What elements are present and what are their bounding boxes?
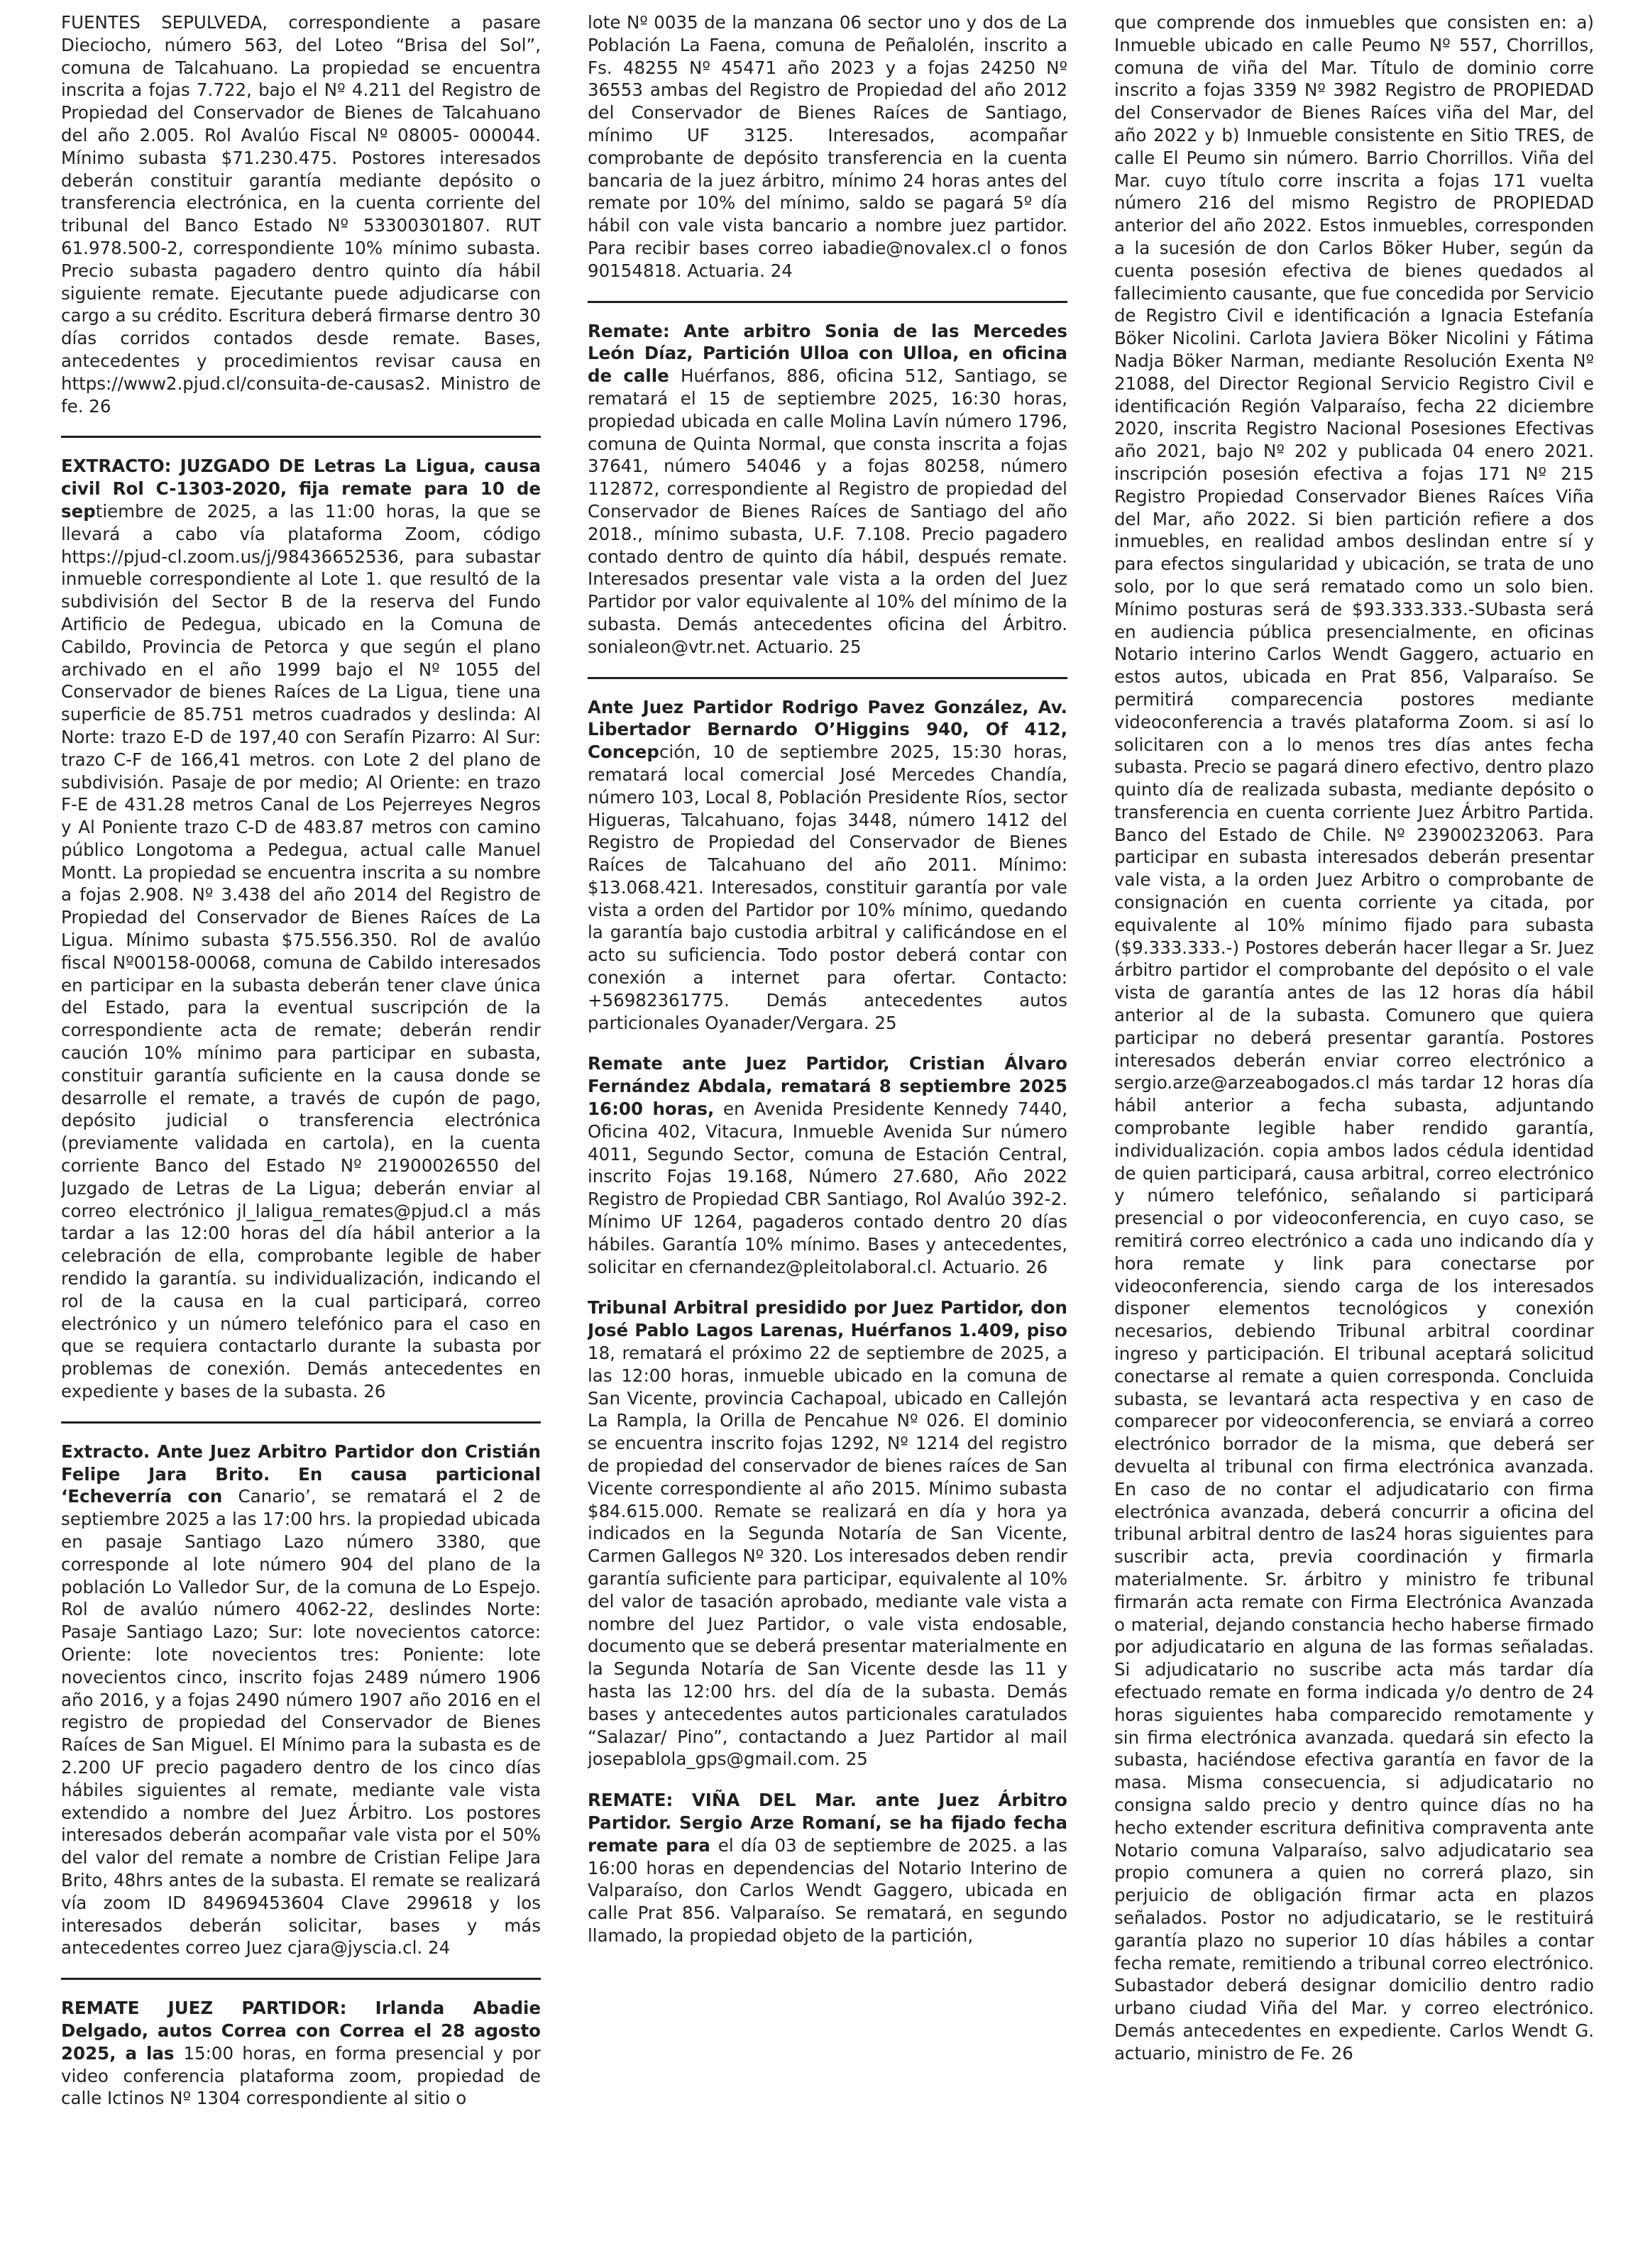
notice-heading: Ante Juez Partidor Rodrigo Pavez González, Av. Libertador Bernardo O’Higgins 940, Of 412, Concep — [588, 696, 1067, 763]
column-2 — [588, 11, 1067, 2259]
notice-arze-romani-continued — [1114, 11, 1594, 2065]
notice-fuentes-sepulveda — [61, 11, 541, 417]
column-1 — [61, 11, 541, 2259]
notice-heading: EXTRACTO: JUZGADO DE Letras La Ligua, causa civil Rol C-1303-2020, fija remate para 10 de sep — [61, 456, 541, 522]
notice-spacing — [588, 1278, 1067, 1297]
notice-leon-diaz — [588, 320, 1067, 659]
notice-divider — [61, 1978, 541, 1980]
notice-heading: REMATE: VIÑA DEL Mar. ante Juez Árbitro Partidor. Sergio Arze Romaní, se ha fijado fecha remate para — [588, 1790, 1067, 1856]
notice-spacing — [588, 1034, 1067, 1052]
notice-divider — [61, 436, 541, 438]
notice-divider — [61, 1421, 541, 1424]
notice-body: ción, 10 de septiembre 2025, 15:30 horas, rematará local comercial José Mercedes Chandía, número 103, Local 8, Población Presidente Ríos, sector Higueras, Talcahuano, fojas 3448, número 1412 del Registro de Propiedad del Conservador de Bienes Raíces de Talcahuano del año 2011. Mínimo: $13.068.421. Interesados, constituir garantía por vale vista a orden del Partidor por 10% mínimo, quedando la garantía bajo custodia arbitral y calificándose en el acto su suficiencia. Todo postor deberá contar con conexión a internet para ofertar. Contacto: +56982361775. Demás antecedentes autos particionales Oyanader/Vergara. 25 — [588, 742, 1067, 1033]
notice-heading: Tribunal Arbitral presidido por Juez Partidor, don José Pablo Lagos Larenas, Huérfanos 1.409, piso — [588, 1297, 1067, 1341]
notice-body: el día 03 de septiembre de 2025. a las 16:00 horas en dependencias del Notario Interino de Valparaíso, don Carlos Wendt Gaggero, ubicada en calle Prat 856. Valparaíso. Se rematará, en segundo llamado, la propiedad objeto de la partición, — [588, 1834, 1067, 1946]
notice-spacing — [588, 1771, 1067, 1789]
notice-body: 15:00 horas, en forma presencial y por video conferencia plataforma zoom, propiedad de calle Ictinos Nº 1304 correspondiente al sitio o — [61, 2042, 541, 2109]
notice-pavez-gonzalez — [588, 696, 1067, 1035]
notice-body: Canario’, se rematará el 2 de septiembre 2025 a las 17:00 hrs. la propiedad ubicada en pasaje Santiago Lazo número 3380, que corresponde al lote número 904 del plano de la población Lo Valledor Sur, de la comuna de Lo Espejo. Rol de avalúo número 4062-22, deslindes Norte: Pasaje Santiago Lazo; Sur: lote novecientos catorce: Oriente: lote novecientos tres: Poniente: lote novecientos cinco, inscrito fojas 2489 número 1906 año 2016, y a fojas 2490 número 1907 año 2016 en el registro de propiedad del Conservador de Bienes Raíces de San Miguel. El Mínimo para la subasta es de 2.200 UF precio pagadero dentro de los cinco días hábiles siguientes al remate, mediante vale vista extendido a nombre del Juez Árbitro. Los postores interesados deberán acompañar vale vista por el 50% del valor del remate a nombre de Cristian Felipe Jara Brito, 48hrs antes de la subasta. El remate se realizará vía zoom ID 84969453604 Clave 299618 y los interesados deberán solicitar, bases y más antecedentes correo Juez cjara@jyscia.cl. 24 — [61, 1486, 541, 1959]
notice-juzgado-la-ligua — [61, 455, 541, 1402]
notice-abadie-delgado — [61, 1997, 541, 2110]
notice-lagos-larenas — [588, 1297, 1067, 1771]
notice-body: tiembre de 2025, a las 11:00 horas, la que se llevará a cabo vía plataforma Zoom, código https://pjud-cl.zoom.us/j/98436652536, para subastar inmueble correspondiente al Lote 1. que resultó de la subdivisión del Sector B de la reserva del Fundo Artificio de Pedegua, ubicado en la Comuna de Cabildo, Provincia de Petorca y que según el plano archivado en el año 1999 bajo el Nº 1055 del Conservador de bienes Raíces de La Ligua, tiene una superficie de 85.751 metros cuadrados y deslinda: Al Norte: trazo E-D de 197,40 con Serafín Pizarro: Al Sur: trazo C-F de 166,41 metros. con Lote 2 del plano de subdivisión. Pasaje de por medio; Al Oriente: en trazo F-E de 431.28 metros Canal de Los Pejerreyes Negros y Al Poniente trazo C-D de 483.87 metros con camino público Longotoma a Pedegua, actual calle Manuel Montt. La propiedad se encuentra inscrita a su nombre a fojas 2.908. Nº 3.438 del año 2014 del Registro de Propiedad del Conservador de Bienes Raíces de La Ligua. Mínimo subasta $75.556.350. Rol de avalúo fiscal Nº00158-00068, comuna de Cabildo interesados en participar en la subasta deberán tener clave única del Estado, para la eventual suscripción de la correspondiente acta de remate; deberán rendir caución 10% mínimo para participar en subasta, constituir garantía suficiente en la causa donde se desarrolle el remate, a través de cupón de pago, depósito judicial o transferencia electrónica (previamente validada en cartola), en la cuenta corriente Banco del Estado Nº 21900026550 del Juzgado de Letras de La Ligua; deberán enviar al correo electrónico jl_laligua_remates@pjud.cl a más tardar a las 12:00 horas del día hábil anterior a la celebración de ella, comprobante legible de haber rendido la garantía. su individualización, indicando el rol de la causa en la cual participará, correo electrónico y un número telefónico para el caso en que se requiera contactarlo durante la subasta por problemas de conexión. Demás antecedentes en expediente y bases de la subasta. 26 — [61, 500, 541, 1402]
notice-body: FUENTES SEPULVEDA, correspondiente a pasare Dieciocho, número 563, del Loteo “Brisa del Sol”, comuna de Talcahuano. La propiedad se encuentra inscrita a fojas 7.722, bajo el Nº 4.211 del Registro de Propiedad del Conservador de Bienes de Talcahuano del año 2.005. Rol Avalúo Fiscal Nº 08005- 000044. Mínimo subasta $71.230.475. Postores interesados deberán constituir garantía mediante depósito o transferencia electrónica, en la cuenta corriente del tribunal del Banco Estado Nº 53300301807. RUT 61.978.500-2, correspondiente 10% mínimo subasta. Precio subasta pagadero dentro quinto día hábil siguiente remate. Ejecutante puede adjudicarse con cargo a su crédito. Escritura deberá firmarse dentro 30 días corridos contados desde remate. Bases, antecedentes y procedimientos revisar causa en https://www2.pjud.cl/consuita-de-causas2. Ministro de fe. 26 — [61, 12, 541, 417]
notice-body: que comprende dos inmuebles que consisten en: a) Inmueble ubicado en calle Peumo Nº 557, Chorrillos, comuna de viña del Mar. Título de dominio corre inscrito a fojas 3359 Nº 3982 Registro de PROPIEDAD del Conservador de Bienes Raíces viña del Mar, del año 2022 y b) Inmueble consistente en Sitio TRES, de calle El Peumo sin número. Barrio Chorrillos. Viña del Mar. cuyo título corre inscrita a fojas 171 vuelta número 216 del mismo Registro de PROPIEDAD anterior del año 2022. Estos inmuebles, corresponden a la sucesión de don Carlos Böker Huber, según da cuenta posesión efectiva de bienes quedados al fallecimiento causante, que fue concedida por Servicio de Registro Civil e identificación a Ignacia Estefanía Böker Nicolini. Carlota Javiera Böker Nicolini y Fátima Nadja Böker Narman, mediante Resolución Exenta Nº 21088, del Director Regional Servicio Registro Civil e identificación Región Valparaíso, fecha 22 diciembre 2020, inscrita Registro Nacional Posesiones Efectivas año 2021, bajo Nº 202 y publicada 04 enero 2021. inscripción posesión efectiva a fojas 171 Nº 215 Registro Propiedad Conservador Bienes Raíces Viña del Mar, año 2022. Si bien partición refiere a dos inmuebles, en realidad ambos deslindan entre sí y para efectos singularidad y ubicación, se trata de uno solo, por lo que será rematado como un solo bien. Mínimo posturas será de $93.333.333.-SUbasta será en audiencia pública presencialmente, en oficinas Notario interino Carlos Wendt Gaggero, actuario en estos autos, ubicada en Prat 856, Valparaíso. Se permitirá comparecencia postores mediante videoconferencia a través plataforma Zoom. si así lo solicitaren con a lo menos tres días antes fecha subasta. Precio se pagará dinero efectivo, dentro plazo quinto día de realizada subasta, mediante depósito o transferencia en cuenta corriente Juez Árbitro Partida. Banco del Estado de Chile. Nº 23900232063. Para participar en subasta interesados deberán presentar vale vista, a la orden Juez Arbitro o comprobante de consignación en cuenta corriente ya citada, por equivalente al 10% mínimo fijado para subasta ($9.333.333.-) Postores deberán hacer llegar a Sr. Juez árbitro partidor el comprobante del depósito o el vale vista de garantía antes de las 12 horas día hábil anterior al de la subasta. Comunero que quiera participar no deberá presentar garantía. Postores interesados deberán enviar correo electrónico a sergio.arze@arzeabogados.cl más tardar 12 horas día hábil anterior a fecha subasta, adjuntando comprobante legible haber rendido garantía, individualización. copia ambos lados cédula identidad de quien participará, causa arbitral, correo electrónico y número telefónico, señalando si participará presencial o por videoconferencia, en cuyo caso, se remitirá correo electrónico a cada uno indicando día y hora remate y link para conectarse por videoconferencia, siendo carga de los interesados disponer elementos tecnológicos y conexión necesarios, debiendo Tribunal arbitral coordinar ingreso y participación. El tribunal aceptará solicitud conectarse al remate a quien corresponda. Concluida subasta, se levantará acta respectiva y en caso de comparecer por videoconferencia, se enviará a correo electrónico borrador de la misma, que deberá ser devuelta al tribunal con firma electrónica avanzada. En caso de no contar el adjudicatario con firma electrónica avanzada, deberá concurrir a oficina del tribunal arbitral dentro de Ias24 horas siguientes para suscribir acta, previa coordinación y firmarla materialmente. Sr. árbitro y ministro fe tribunal firmarán acta remate con Firma Electrónica Avanzada o material, dejando constancia hecho haberse firmado por adjudicatario en alguna de las formas señaladas. Si adjudicatario no suscribe acta más tardar día efectuado remate en forma indicada y/o dentro de 24 horas siguientes haba comparecido remotamente y sin firma electrónica avanzada. quedará sin efecto la subasta, haciéndose efectiva garantía en favor de la masa. Misma consecuencia, si adjudicatario no consigna saldo precio y dentro quince días no ha hecho extender escritura definitiva compraventa ante Notario comuna Valparaíso, salvo adjudicatario sea propio comunera a quien no correrá plazo, sin perjuicio de obligación firmar acta en plazos señalados. Postor no adjudicatario, se le restituirá garantía plazo no superior 10 días hábiles a contar fecha remate, remitiendo a tribunal correo electrónico. Subastador deberá designar domicilio dentro radio urbano ciudad Viña del Mar. y correo electrónico. Demás antecedentes en expediente. Carlos Wendt G. actuario, ministro de Fe. 26 — [1114, 12, 1594, 2064]
notice-jara-brito — [61, 1441, 541, 1959]
classified-legal-notices-page — [61, 11, 1594, 2259]
notice-divider — [588, 301, 1067, 303]
notice-body: en Avenida Presidente Kennedy 7440, Oficina 402, Vitacura, Inmueble Avenida Sur número 4011, Segundo Sector, comuna de Estación Central, inscrito Fojas 19.168, Número 27.680, Año 2022 Registro de Propiedad CBR Santiago, Rol Avalúo 392-2. Mínimo UF 1264, pagaderos contado dentro 20 días hábiles. Garantía 10% mínimo. Bases y antecedentes, solicitar en cfernandez@pleitolaboral.cl. Actuario. 26 — [588, 1099, 1067, 1277]
notice-heading: Remate: Ante arbitro Sonia de las Mercedes León Díaz, Partición Ulloa con Ulloa, en oficina de calle — [588, 320, 1067, 387]
notice-heading: REMATE JUEZ PARTIDOR: Irlanda Abadie Delgado, autos Correa con Correa el 28 agosto 2025, a las — [61, 1998, 541, 2064]
notice-heading: Remate ante Juez Partidor, Cristian Álvaro Fernández Abdala, rematará 8 septiembre 2025 16:00 horas, — [588, 1053, 1067, 1120]
column-3 — [1114, 11, 1594, 2259]
notice-fernandez-abdala — [588, 1052, 1067, 1278]
notice-body: Huérfanos, 886, oficina 512, Santiago, se rematará el 15 de septiembre 2025, 16:30 horas, propiedad ubicada en calle Molina Lavín número 1796, comuna de Quinta Normal, que consta inscrita a fojas 37641, número 54046 y a fojas 80258, número 112872, correspondiente al Registro de propiedad del Conservador de Bienes Raíces de Santiago del año 2018., mínimo subasta, U.F. 7.108. Precio pagadero contado dentro de quinto día hábil, después remate. Interesados presentar vale vista a la orden del Juez Partidor por valor equivalente al 10% del mínimo de la subasta. Demás antecedentes oficina del Árbitro. sonialeon@vtr.net. Actuario. 25 — [588, 365, 1067, 657]
notice-arze-romani — [588, 1789, 1067, 1947]
notice-body: 18, rematará el próximo 22 de septiembre de 2025, a las 12:00 horas, inmueble ubicado en la comuna de San Vicente, provincia Cachapoal, ubicado en Callejón La Rampla, la Orilla de Pencahue Nº 026. El dominio se encuentra inscrito fojas 1292, Nº 1214 del registro de propiedad del conservador de bienes raíces de San Vicente correspondiente al año 2015. Mínimo subasta $84.615.000. Remate se realizará en día y hora ya indicados en la Segunda Notaría de San Vicente, Carmen Gallegos Nº 320. Los interesados deben rendir garantía suficiente para participar, equivalente al 10% del valor de tasación aprobado, mediante vale vista a nombre del Juez Partidor, o vale vista endosable, documento que se deberá presentar materialmente en la Segunda Notaría de San Vicente desde las 11 y hasta las 12:00 hrs. del día de la subasta. Demás bases y antecedentes autos particionales caratulados “Salazar/ Pino”, contactando a Juez Partidor al mail josepablola_gps@gmail.com. 25 — [588, 1343, 1067, 1770]
notice-divider — [588, 677, 1067, 679]
notice-abadie-continued — [588, 11, 1067, 282]
notice-heading: Extracto. Ante Juez Arbitro Partidor don Cristián Felipe Jara Brito. En causa particional ‘Echeverría con — [61, 1441, 541, 1507]
notice-body: lote Nº 0035 de la manzana 06 sector uno y dos de La Población La Faena, comuna de Peñalolén, inscrito a Fs. 48255 Nº 45471 año 2023 y a fojas 24250 Nº 36553 ambas del Registro de Propiedad del año 2012 del Conservador de Bienes Raíces de Santiago, mínimo UF 3125. Interesados, acompañar comprobante de depósito transferencia en la cuenta bancaria de la juez árbitro, mínimo 24 horas antes del remate por 10% del mínimo, saldo se pagará 5º día hábil con vale vista bancario a nombre juez partidor. Para recibir bases correo iabadie@novalex.cl o fonos 90154818. Actuaria. 24 — [588, 12, 1067, 281]
